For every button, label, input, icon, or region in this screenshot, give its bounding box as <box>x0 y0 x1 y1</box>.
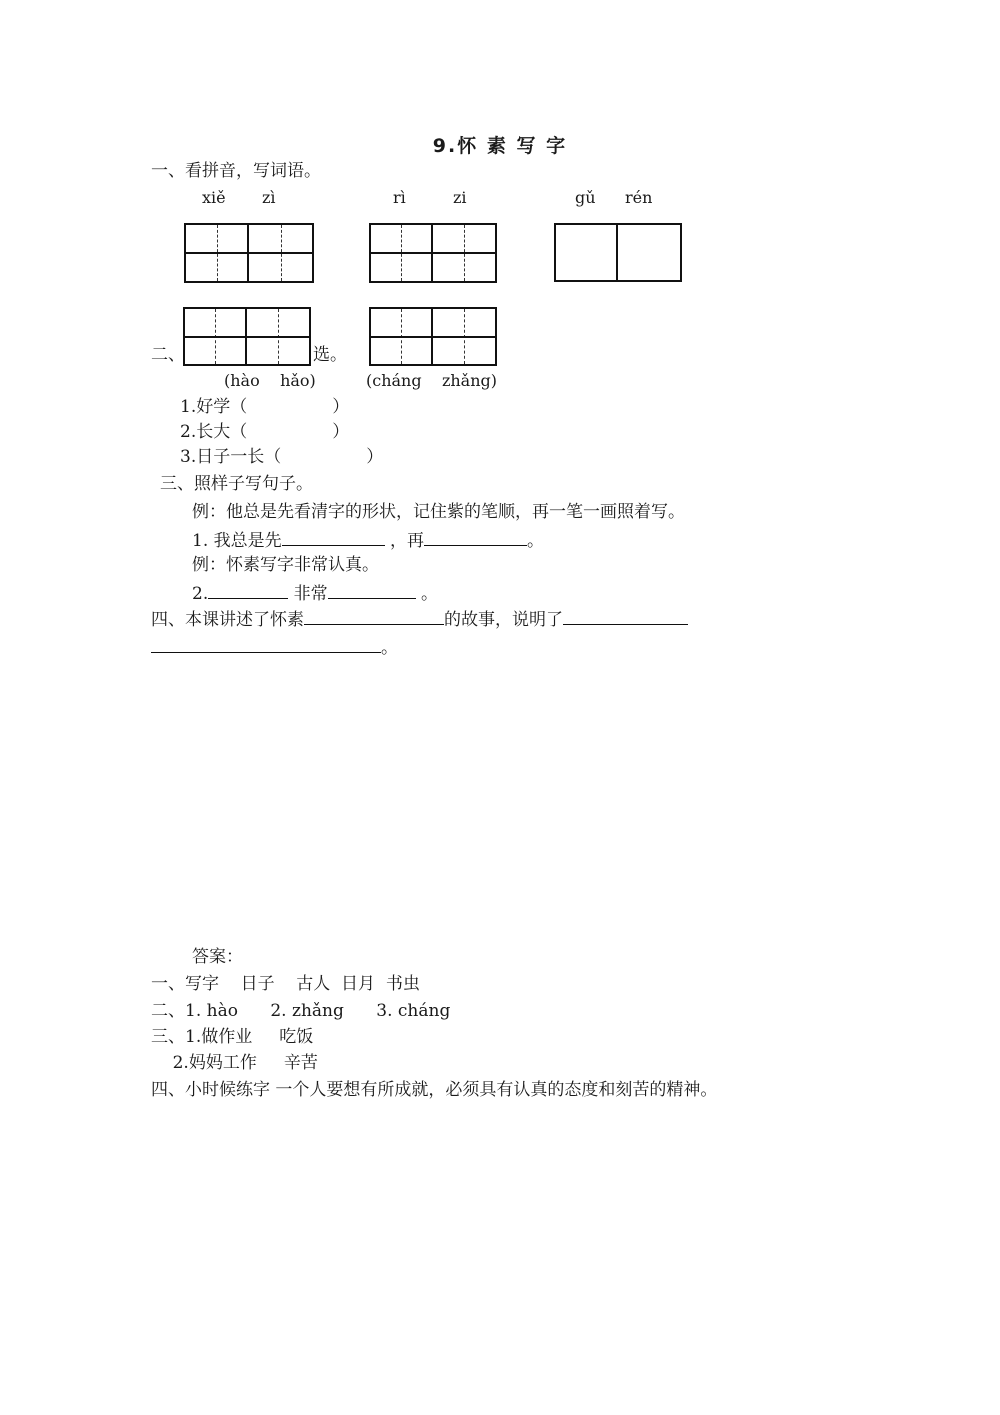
choice-close: ） <box>332 397 350 417</box>
section2-prefix: 二、 <box>151 345 185 365</box>
example-sentence-2: 例：怀素写字非常认真。 <box>192 555 379 575</box>
section1-heading: 一、看拼音，写词语。 <box>151 161 321 181</box>
pinyin: zi <box>453 188 467 207</box>
answer-blank[interactable] <box>247 396 332 412</box>
sentence-end: 。 <box>415 584 439 604</box>
section4-middle: 的故事，说明了 <box>444 610 563 630</box>
writing-grid-4[interactable] <box>183 307 311 366</box>
writing-grid-guren[interactable] <box>554 223 682 282</box>
choice-item-3 <box>180 446 383 467</box>
writing-grid-xiezi[interactable] <box>184 223 314 283</box>
choice-item-2 <box>180 421 349 442</box>
answer-blank[interactable] <box>304 608 444 625</box>
answer-blank[interactable] <box>424 529 527 546</box>
char-box[interactable] <box>433 225 495 281</box>
char-box[interactable] <box>433 309 495 364</box>
section4-line-1 <box>151 608 688 630</box>
answer-line-2: 二、1. hào 2. zhǎng 3. cháng <box>151 1001 451 1021</box>
answers-heading: 答案： <box>192 947 243 967</box>
answer-blank[interactable] <box>328 582 416 599</box>
answer-blank[interactable] <box>281 446 366 462</box>
answer-blank[interactable] <box>247 421 332 437</box>
answer-line-1: 一、写字 日子 古人 日月 书虫 <box>151 974 420 994</box>
sentence-middle: 非常 <box>288 584 328 604</box>
pinyin-options-hao: (hào hǎo) <box>224 371 316 390</box>
worksheet-title <box>0 131 1000 158</box>
choice-label: 2.长大（ <box>180 422 248 442</box>
title-char: 怀 <box>457 135 479 157</box>
pinyin: rì <box>393 188 406 207</box>
choice-label: 3.日子一长（ <box>180 447 282 467</box>
choice-label: 1.好学（ <box>180 397 248 417</box>
pinyin: xiě <box>202 188 226 207</box>
title-number: 9. <box>432 135 458 157</box>
sentence-item-2 <box>192 582 438 604</box>
writing-grid-5[interactable] <box>369 307 497 366</box>
answer-line-3: 三、1.做作业 吃饭 <box>151 1027 314 1047</box>
section3-heading: 三、照样子写句子。 <box>160 474 313 494</box>
char-box[interactable] <box>618 225 680 280</box>
answer-blank[interactable] <box>208 582 288 599</box>
answer-blank[interactable] <box>282 529 385 546</box>
answer-blank[interactable] <box>151 636 381 653</box>
char-box[interactable] <box>186 225 249 281</box>
char-box[interactable] <box>371 225 433 281</box>
section4-prefix: 四、本课讲述了怀素 <box>151 610 304 630</box>
example-sentence-1: 例：他总是先看清字的形状，记住紫的笔顺，再一笔一画照着写。 <box>192 502 685 522</box>
char-box[interactable] <box>371 309 433 364</box>
writing-grid-rizi[interactable] <box>369 223 497 283</box>
choice-close: ） <box>366 447 384 467</box>
char-box[interactable] <box>556 225 618 280</box>
pinyin: rén <box>625 188 653 207</box>
answer-blank[interactable] <box>563 608 688 625</box>
answer-line-5: 四、小时候练字 一个人要想有所成就，必须具有认真的态度和刻苦的精神。 <box>151 1080 718 1100</box>
pinyin: gǔ <box>575 188 596 207</box>
section2-suffix: 选。 <box>313 345 347 365</box>
char-box[interactable] <box>247 309 309 364</box>
pinyin-options-chang: (cháng zhǎng) <box>366 371 497 390</box>
title-char: 写 <box>516 135 538 157</box>
choice-item-1 <box>180 396 349 417</box>
char-box[interactable] <box>185 309 247 364</box>
title-char: 素 <box>486 135 508 157</box>
answer-line-4: 2.妈妈工作 辛苦 <box>151 1053 318 1073</box>
sentence-prefix: 2. <box>192 584 209 604</box>
char-box[interactable] <box>249 225 312 281</box>
sentence-end: 。 <box>527 531 545 551</box>
section4-end: 。 <box>381 638 398 658</box>
sentence-prefix: 1. 我总是先 <box>192 531 282 551</box>
sentence-item-1 <box>192 529 544 551</box>
choice-close: ） <box>332 422 350 442</box>
section4-line-2 <box>151 636 398 658</box>
title-char: 字 <box>546 135 568 157</box>
pinyin: zì <box>262 188 276 207</box>
sentence-middle: ，再 <box>384 531 425 551</box>
